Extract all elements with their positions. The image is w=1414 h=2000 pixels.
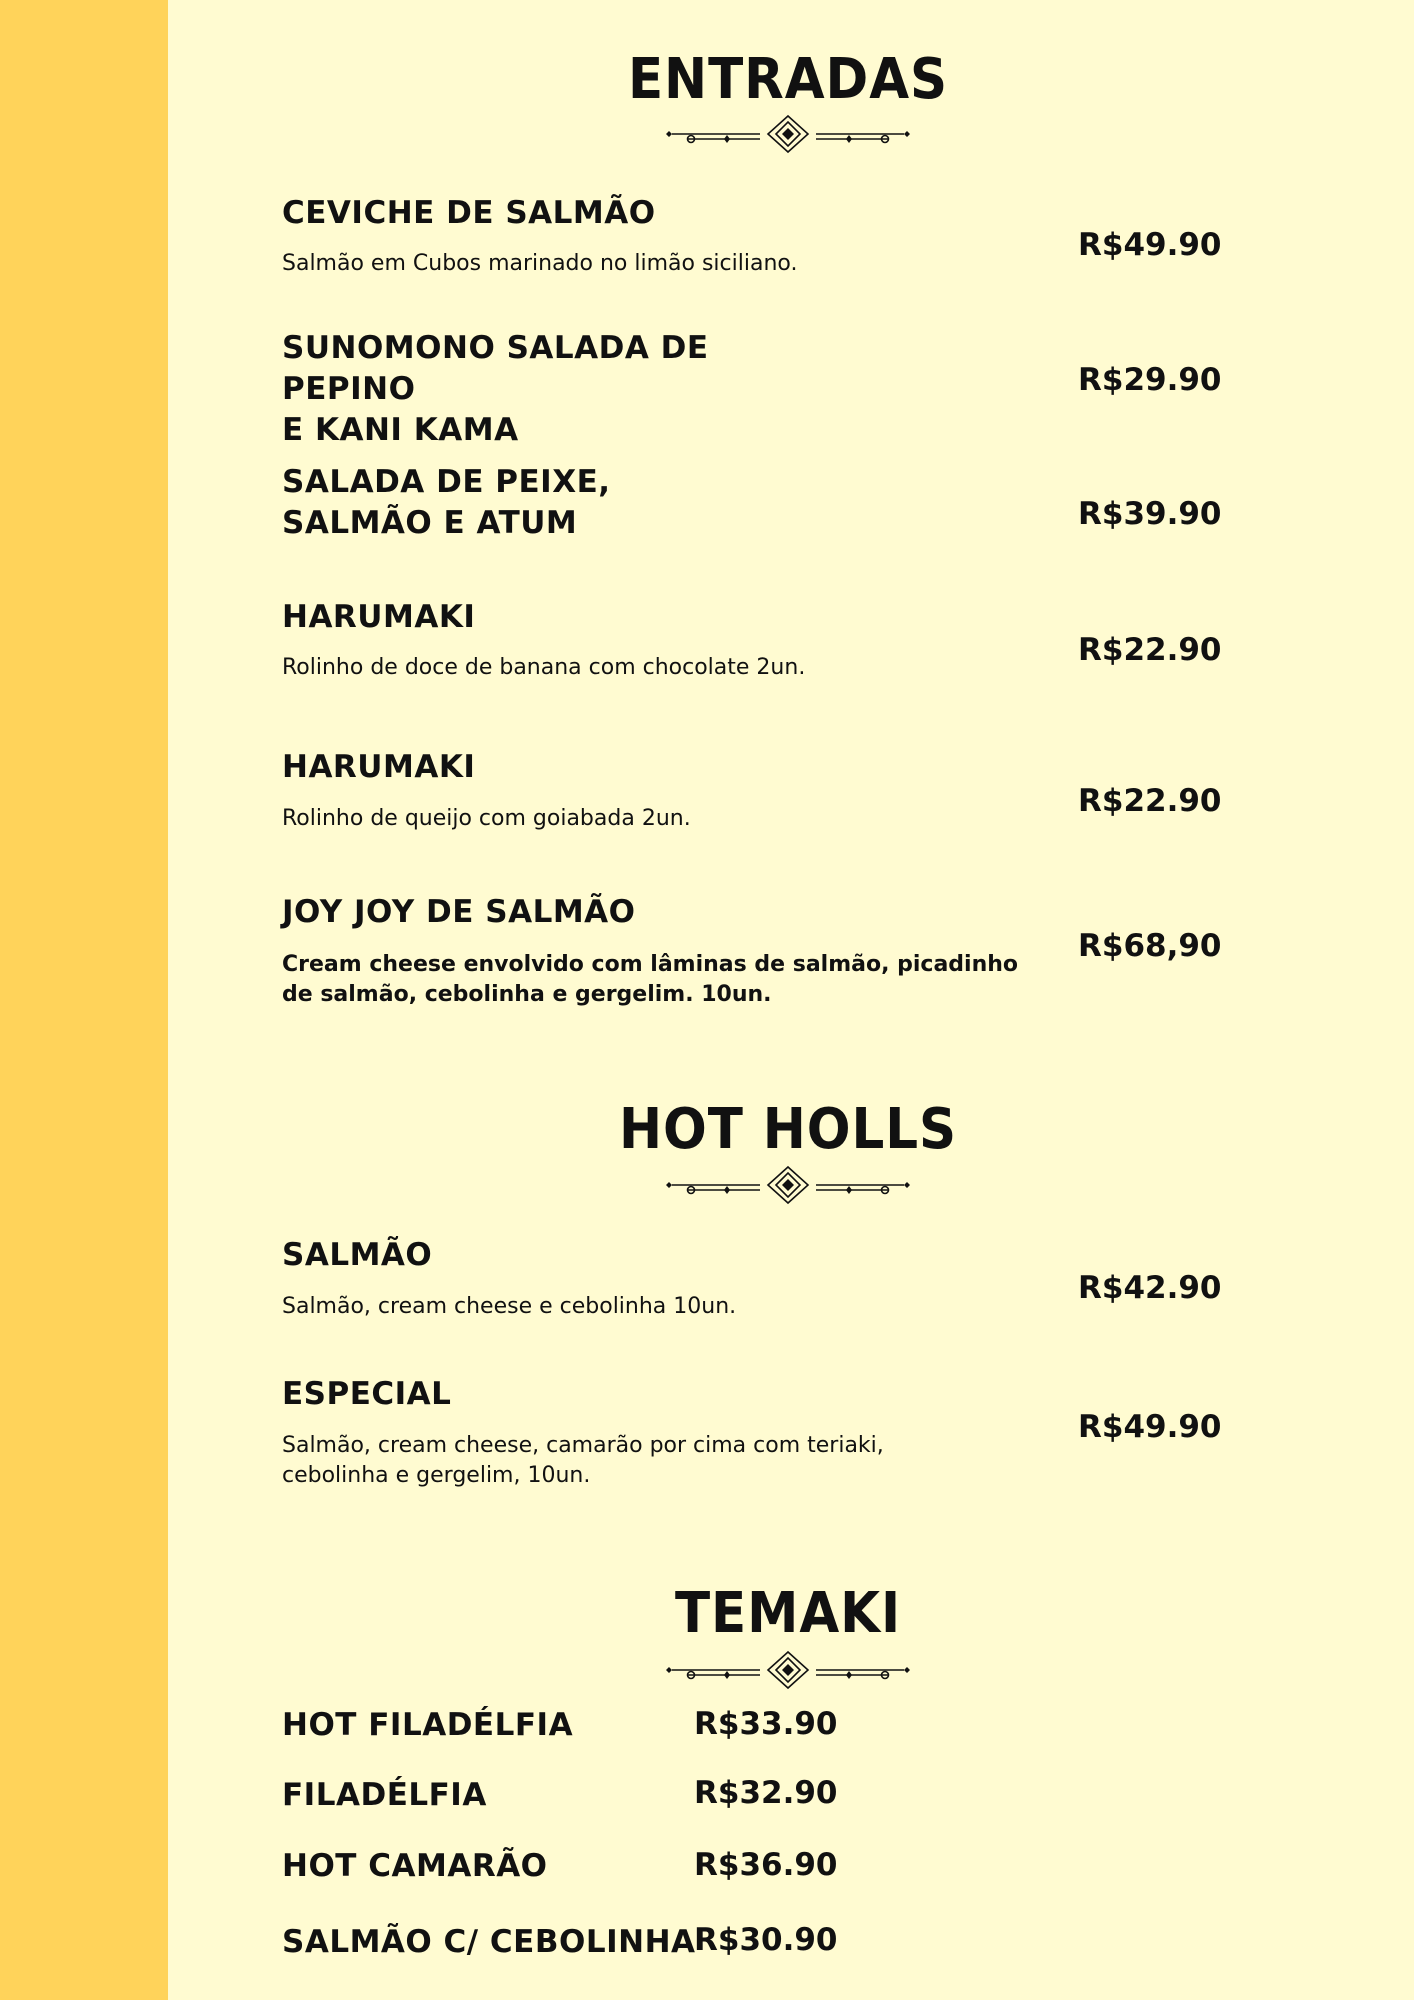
- item-description: Rolinho de queijo com goiabada 2un.: [282, 806, 691, 831]
- temaki-item-name: FILADÉLFIA: [282, 1777, 487, 1813]
- temaki-item-price: R$32.90: [694, 1775, 838, 1811]
- item-name: CEVICHE DE SALMÃO: [282, 195, 656, 231]
- item-price: R$49.90: [1078, 227, 1222, 263]
- ornamental-divider-icon: [658, 114, 918, 154]
- item-description: Cream cheese envolvido com lâminas de salmão, picadinho de salmão, cebolinha e gergelim. 10un.: [282, 952, 1019, 1007]
- item-description: Rolinho de doce de banana com chocolate 2un.: [282, 655, 806, 680]
- temaki-item-name: HOT CAMARÃO: [282, 1848, 548, 1884]
- item-price: R$49.90: [1078, 1409, 1222, 1445]
- item-name: ESPECIAL: [282, 1376, 452, 1412]
- item-description: Salmão, cream cheese e cebolinha 10un.: [282, 1294, 737, 1319]
- item-name: HARUMAKI: [282, 749, 476, 785]
- item-name: SALMÃO: [282, 1237, 433, 1273]
- temaki-item-name: SALMÃO C/ CEBOLINHA: [282, 1924, 696, 1960]
- ornamental-divider-icon: [658, 1165, 918, 1205]
- ornamental-divider-icon: [658, 1650, 918, 1690]
- temaki-item-price: R$33.90: [694, 1706, 838, 1742]
- side-strip: [0, 0, 168, 2000]
- temaki-item-price: R$30.90: [694, 1922, 838, 1958]
- temaki-item-name: HOT FILADÉLFIA: [282, 1707, 574, 1743]
- section-title-hot-holls: HOT HOLLS: [619, 1097, 957, 1162]
- item-price: R$29.90: [1078, 362, 1222, 398]
- temaki-item-price: R$36.90: [694, 1847, 838, 1883]
- item-description: Salmão em Cubos marinado no limão siciliano.: [282, 251, 798, 276]
- item-name: JOY JOY DE SALMÃO: [282, 894, 636, 930]
- item-name: SALADA DE PEIXE, SALMÃO E ATUM: [282, 464, 611, 541]
- section-title-temaki: TEMAKI: [674, 1581, 902, 1646]
- item-description: Salmão, cream cheese, camarão por cima com teriaki, cebolinha e gergelim, 10un.: [282, 1433, 884, 1488]
- section-title-entradas: ENTRADAS: [627, 47, 949, 112]
- item-name: SUNOMONO SALADA DE PEPINO E KANI KAMA: [282, 330, 709, 448]
- item-price: R$22.90: [1078, 632, 1222, 668]
- item-price: R$39.90: [1078, 496, 1222, 532]
- item-name: HARUMAKI: [282, 599, 476, 635]
- item-price: R$68,90: [1078, 928, 1222, 964]
- item-price: R$22.90: [1078, 783, 1222, 819]
- item-price: R$42.90: [1078, 1270, 1222, 1306]
